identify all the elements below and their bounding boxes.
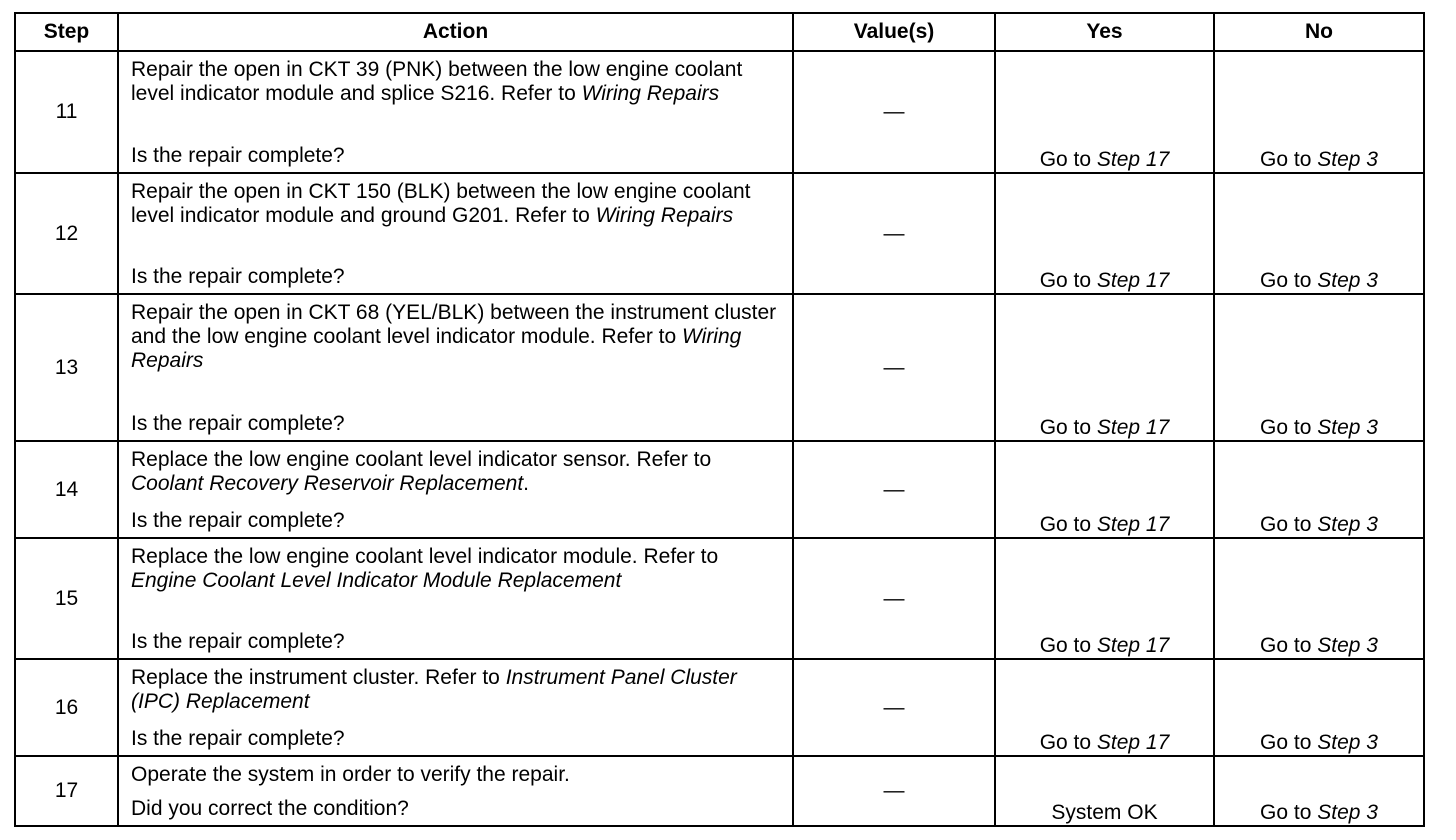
yes-action[interactable]: Go to Step 17 bbox=[995, 294, 1214, 441]
value-cell: — bbox=[793, 294, 995, 441]
step-number: 11 bbox=[15, 51, 118, 173]
action-question: Is the repair complete? bbox=[131, 630, 345, 653]
table-row-step-11 bbox=[15, 51, 1424, 173]
step-number: 16 bbox=[15, 659, 118, 756]
no-action[interactable]: Go to Step 3 bbox=[1214, 294, 1424, 441]
action-cell bbox=[118, 173, 793, 294]
action-question: Is the repair complete? bbox=[131, 509, 345, 532]
table-row-step-12 bbox=[15, 173, 1424, 294]
step-number: 15 bbox=[15, 538, 118, 659]
no-action[interactable]: Go to Step 3 bbox=[1214, 659, 1424, 756]
table-row-step-15 bbox=[15, 538, 1424, 659]
action-text: Repair the open in CKT 150 (BLK) between the low engine coolant level indicator module and ground G201. Refer to Wiring Repairs bbox=[131, 180, 751, 227]
action-text: Replace the instrument cluster. Refer to Instrument Panel Cluster (IPC) Replacement bbox=[131, 666, 737, 713]
reference-link[interactable]: Wiring Repairs bbox=[131, 325, 742, 372]
yes-action[interactable]: Go to Step 17 bbox=[995, 659, 1214, 756]
action-cell bbox=[118, 659, 793, 756]
action-text: Operate the system in order to verify the repair. bbox=[131, 763, 570, 786]
diagnostic-table bbox=[14, 12, 1425, 827]
table-row-step-16 bbox=[15, 659, 1424, 756]
action-cell bbox=[118, 441, 793, 538]
action-text: Repair the open in CKT 68 (YEL/BLK) between the instrument cluster and the low engine coolant level indicator module. Refer to Wiring Repairs bbox=[131, 301, 777, 372]
yes-action[interactable]: Go to Step 17 bbox=[995, 538, 1214, 659]
reference-link[interactable]: Wiring Repairs bbox=[581, 82, 720, 105]
table-row-step-17 bbox=[15, 756, 1424, 826]
reference-link[interactable]: Instrument Panel Cluster (IPC) Replacement bbox=[131, 666, 737, 713]
action-question: Is the repair complete? bbox=[131, 727, 345, 750]
value-cell: — bbox=[793, 173, 995, 294]
action-question: Is the repair complete? bbox=[131, 265, 345, 288]
step-number: 13 bbox=[15, 294, 118, 441]
step-number: 12 bbox=[15, 173, 118, 294]
header-row bbox=[15, 13, 1424, 51]
table-row-step-14 bbox=[15, 441, 1424, 538]
value-cell: — bbox=[793, 659, 995, 756]
value-cell: — bbox=[793, 756, 995, 826]
no-action[interactable]: Go to Step 3 bbox=[1214, 173, 1424, 294]
action-cell bbox=[118, 538, 793, 659]
action-text: Replace the low engine coolant level indicator module. Refer to Engine Coolant Level Indicator Module Replacement bbox=[131, 545, 719, 592]
action-cell bbox=[118, 294, 793, 441]
action-cell bbox=[118, 51, 793, 173]
action-cell bbox=[118, 756, 793, 826]
yes-action[interactable]: Go to Step 17 bbox=[995, 173, 1214, 294]
yes-action[interactable]: Go to Step 17 bbox=[995, 441, 1214, 538]
value-cell: — bbox=[793, 51, 995, 173]
reference-link[interactable]: Coolant Recovery Reservoir Replacement bbox=[131, 472, 524, 495]
no-action[interactable]: Go to Step 3 bbox=[1214, 51, 1424, 173]
header-no: No bbox=[1214, 13, 1424, 51]
step-number: 17 bbox=[15, 756, 118, 826]
action-text: Replace the low engine coolant level indicator sensor. Refer to Coolant Recovery Reservoir Replacement. bbox=[131, 448, 712, 495]
no-action[interactable]: Go to Step 3 bbox=[1214, 756, 1424, 826]
header-value: Value(s) bbox=[793, 13, 995, 51]
value-cell: — bbox=[793, 441, 995, 538]
action-text: Repair the open in CKT 39 (PNK) between the low engine coolant level indicator module and splice S216. Refer to Wiring Repairs bbox=[131, 58, 743, 105]
step-number: 14 bbox=[15, 441, 118, 538]
table-row-step-13 bbox=[15, 294, 1424, 441]
header-action: Action bbox=[118, 13, 793, 51]
reference-link[interactable]: Engine Coolant Level Indicator Module Replacement bbox=[131, 569, 622, 592]
header-step: Step bbox=[15, 13, 118, 51]
action-question: Is the repair complete? bbox=[131, 412, 345, 435]
yes-action[interactable]: Go to Step 17 bbox=[995, 51, 1214, 173]
no-action[interactable]: Go to Step 3 bbox=[1214, 441, 1424, 538]
yes-action[interactable]: System OK bbox=[995, 756, 1214, 826]
header-yes: Yes bbox=[995, 13, 1214, 51]
no-action[interactable]: Go to Step 3 bbox=[1214, 538, 1424, 659]
action-question: Did you correct the condition? bbox=[131, 797, 409, 820]
reference-link[interactable]: Wiring Repairs bbox=[595, 204, 734, 227]
action-question: Is the repair complete? bbox=[131, 144, 345, 167]
value-cell: — bbox=[793, 538, 995, 659]
